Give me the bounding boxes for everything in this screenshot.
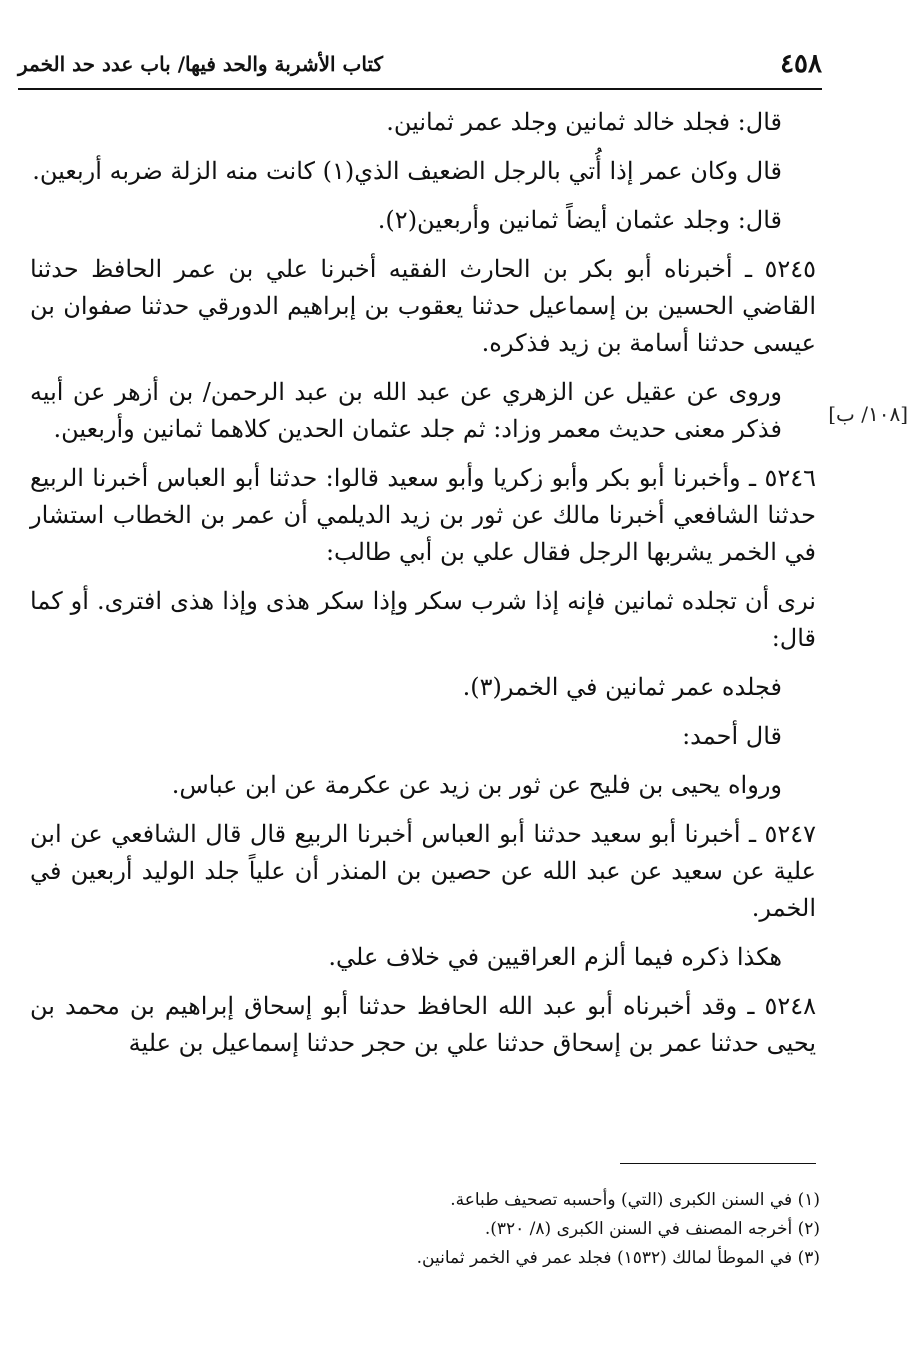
- hadith-5247: ٥٢٤٧ ـ أخبرنا أبو سعيد حدثنا أبو العباس أخبرنا الربيع قال قال الشافعي عن ابن علية عن سعيد عن عبد الله عن حصين بن المنذر أن علياً جلد الوليد أربعين في الخمر.: [30, 820, 816, 922]
- hadith-5246: ٥٢٤٦ ـ وأخبرنا أبو بكر وأبو زكريا وأبو سعيد قالوا: حدثنا أبو العباس أخبرنا الربيع حدثنا الشافعي أخبرنا مالك عن ثور بن زيد الديلمي أن عمر بن الخطاب استشار في الخمر يشربها الرجل فقال علي بن أبي طالب:: [30, 464, 816, 566]
- hadith-5248: ٥٢٤٨ ـ وقد أخبرناه أبو عبد الله الحافظ حدثنا أبو إسحاق إبراهيم بن محمد بن يحيى حدثنا عمر بن إسحاق حدثنا علي بن حجر حدثنا إسماعيل بن علية: [30, 992, 816, 1057]
- paragraph: قال: وجلد عثمان أيضاً ثمانين وأربعين(٢).: [377, 206, 782, 234]
- paragraph: ورواه يحيى بن فليح عن ثور بن زيد عن عكرمة عن ابن عباس.: [171, 771, 782, 799]
- paragraph: قال: فجلد خالد ثمانين وجلد عمر ثمانين.: [386, 108, 782, 136]
- running-title: كتاب الأشربة والحد فيها/ باب عدد حد الخمر: [18, 52, 384, 76]
- footnote: (١) في السنن الكبرى (التي) وأحسبه تصحيف طباعة.: [450, 1190, 820, 1210]
- footnotes: [30, 1186, 820, 1273]
- page-header: [18, 42, 822, 86]
- paragraph: هكذا ذكره فيما ألزم العراقيين في خلاف علي.: [328, 943, 782, 971]
- footnote: (٣) في الموطأ لمالك (١٥٣٢) فجلد عمر في الخمر ثمانين.: [416, 1248, 820, 1268]
- hadith-5245: ٥٢٤٥ ـ أخبرناه أبو بكر بن الحارث الفقيه أخبرنا علي بن عمر الحافظ حدثنا القاضي الحسين بن إسماعيل حدثنا يعقوب بن إبراهيم الدورقي حدثنا صفوان بن عيسى حدثنا أسامة بن زيد فذكره.: [30, 255, 816, 357]
- paragraph: وروى عن عقيل عن الزهري عن عبد الله بن عبد الرحمن/ بن أزهر عن أبيه فذكر معنى حديث معمر وزاد: ثم جلد عثمان الحدين كلاهما ثمانين وأربعين.: [30, 378, 782, 443]
- footnote-divider: [620, 1163, 816, 1164]
- paragraph: نرى أن تجلده ثمانين فإنه إذا شرب سكر وإذا سكر هذى وإذا هذى افترى. أو كما قال:: [30, 587, 816, 652]
- paragraph: قال أحمد:: [682, 722, 782, 750]
- page-number: ٤٥٨: [780, 49, 822, 79]
- header-divider: [18, 88, 822, 90]
- manuscript-folio-note: [١٠٨/ ب]: [828, 402, 908, 426]
- main-text: [30, 104, 816, 1074]
- paragraph: قال وكان عمر إذا أُتي بالرجل الضعيف الذي(١) كانت منه الزلة ضربه أربعين.: [32, 157, 782, 185]
- paragraph: فجلده عمر ثمانين في الخمر(٣).: [462, 673, 782, 701]
- footnote: (٢) أخرجه المصنف في السنن الكبرى (٨/ ٣٢٠).: [484, 1219, 820, 1239]
